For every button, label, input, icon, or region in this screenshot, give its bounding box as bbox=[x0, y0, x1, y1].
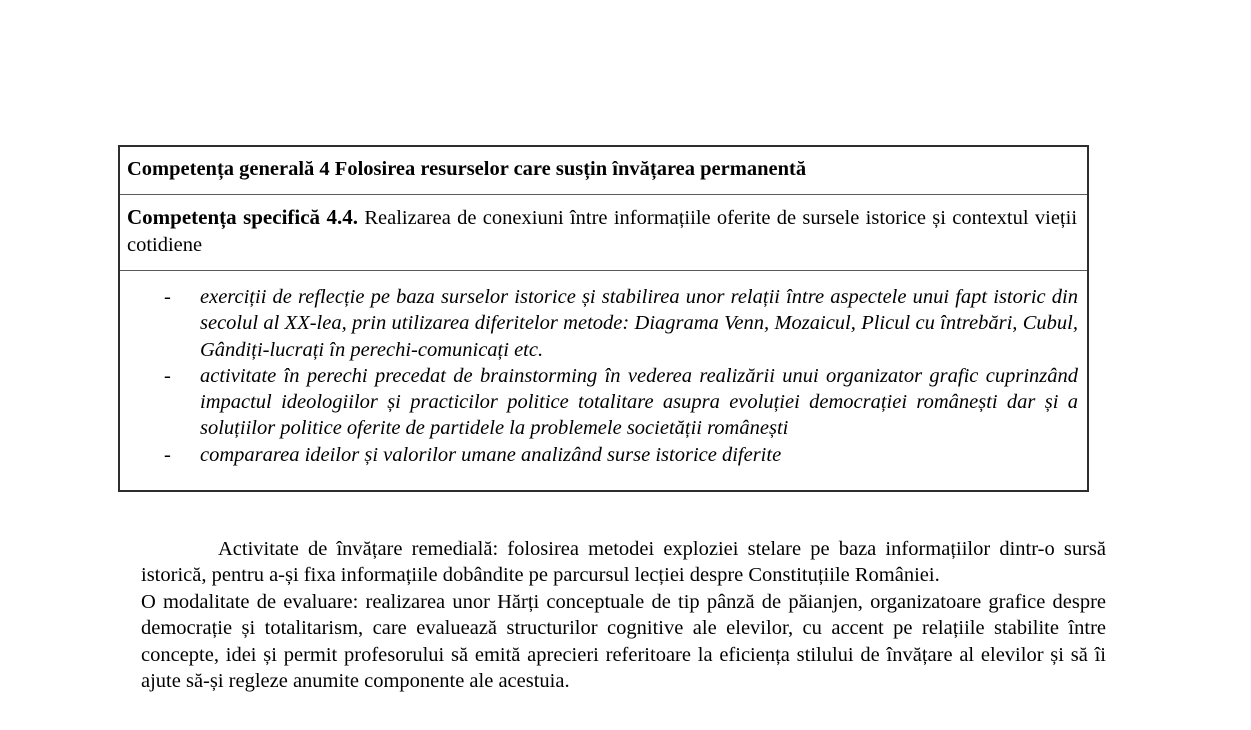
activity-list-item bbox=[120, 442, 1078, 468]
activity-text: compararea ideilor și valorilor umane analizând surse istorice diferite bbox=[200, 443, 782, 466]
activity-list-item bbox=[120, 363, 1078, 442]
dash-bullet-icon: - bbox=[164, 286, 171, 308]
body-text-block bbox=[141, 536, 1106, 694]
competence-table bbox=[118, 145, 1089, 492]
dash-bullet-icon: - bbox=[164, 364, 171, 387]
general-competence-row bbox=[120, 147, 1087, 194]
activities-row bbox=[120, 270, 1087, 490]
activity-list-item bbox=[120, 284, 1078, 363]
remedial-activity-paragraph: Activitate de învățare remedială: folosirea metodei exploziei stelare pe baza informațiilor dintr-o sursă istorică, pentru a-și fixa informațiile dobândite pe parcursul lecției despre Constituțiile României. bbox=[141, 538, 1106, 587]
activity-text: exerciții de reflecție pe baza surselor istorice și stabilirea unor relații între aspectele unui fapt istoric din secolul al XX-lea, prin utilizarea diferitelor metode: Diagrama Venn, Mozaicul, Plicul cu întrebări, Cubul, Gândiți-lucrați în perechi-comunicați etc. bbox=[200, 286, 1078, 361]
evaluation-paragraph: O modalitate de evaluare: realizarea unor Hărți conceptuale de tip pânză de păianjen, organizatoare grafice despre democrație și totalitarism, care evaluează structurilor cognitive ale elevilor, cu accent pe relațiile stabilite între concepte, idei și permit profesorului să emită aprecieri referitoare la eficiența stilului de învățare al elevilor și să îi ajute să-și regleze anumite componente ale acestuia. bbox=[141, 590, 1106, 693]
specific-competence-label: Competența specifică 4.4. bbox=[127, 205, 359, 229]
specific-competence-row bbox=[120, 194, 1087, 270]
activity-text: activitate în perechi precedat de brainstorming în vederea realizării unui organizator grafic cuprinzând impactul ideologiilor și practicilor politice totalitare asupra evoluției democrației românești dar și a soluțiilor politice oferite de partidele la problemele societății românești bbox=[200, 364, 1078, 440]
general-competence-text: Competența generală 4 Folosirea resurselor care susțin învățarea permanentă bbox=[127, 158, 807, 180]
specific-competence-text: Realizarea de conexiuni între informațiile oferite de sursele istorice și contextul vieții cotidiene bbox=[127, 207, 1078, 256]
dash-bullet-icon: - bbox=[164, 443, 171, 466]
